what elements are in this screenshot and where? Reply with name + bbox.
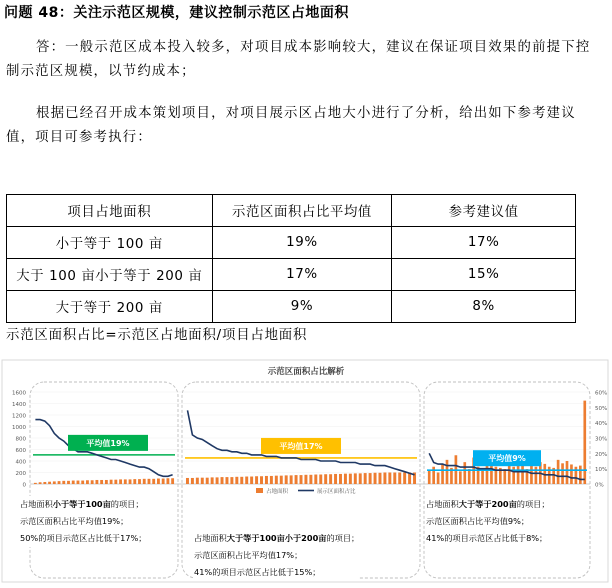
group-box: [424, 382, 590, 578]
area-bar: [34, 483, 37, 484]
area-bar: [295, 475, 298, 484]
area-bar: [378, 473, 381, 484]
area-bar: [260, 476, 263, 484]
y-left-tick-label: 1200: [12, 413, 26, 420]
area-bar: [43, 482, 46, 484]
area-bar: [393, 473, 396, 485]
y-right-tick-label: 10%: [595, 467, 608, 474]
area-bar: [221, 477, 224, 484]
area-bar: [86, 480, 89, 484]
area-bar: [152, 479, 155, 484]
area-bar: [171, 478, 174, 484]
area-bar: [354, 473, 357, 484]
area-bar: [105, 480, 108, 484]
area-bar: [463, 462, 466, 484]
table-cell: 9%: [212, 291, 392, 323]
area-bar: [216, 477, 219, 484]
y-left-tick-label: 800: [15, 436, 26, 443]
header-cell: 示范区面积占比平均值: [212, 195, 392, 227]
area-bar: [329, 474, 332, 484]
area-bar: [383, 473, 386, 485]
area-bar: [441, 464, 444, 484]
area-bar: [81, 481, 84, 484]
area-bar: [349, 474, 352, 484]
header-cell: 项目占地面积: [7, 195, 213, 227]
area-bar: [468, 469, 471, 484]
area-bar: [53, 481, 56, 484]
area-bar: [191, 478, 194, 484]
legend-label-area: 占地面积: [266, 489, 289, 495]
group2-note: 占地面积大于等于100亩小于200亩的项目； 示范区面积占比平均值17%； 41%的项目示范区占比低于15%；: [194, 530, 359, 581]
area-bar: [521, 466, 524, 484]
area-bar: [566, 461, 569, 484]
area-bar: [583, 401, 586, 484]
area-bar: [512, 467, 515, 484]
area-bar: [245, 477, 248, 484]
table-cell: 19%: [212, 227, 392, 259]
area-bar: [579, 466, 582, 484]
table-cell: 小于等于 100 亩: [7, 227, 213, 259]
y-left-tick-label: 0: [22, 482, 26, 489]
average-badge-label: 平均值19%: [86, 438, 130, 448]
area-bar: [280, 476, 283, 484]
area-bar: [67, 481, 70, 484]
group-box: [30, 382, 178, 578]
area-bar: [211, 477, 214, 484]
area-bar: [290, 475, 293, 484]
area-bar: [157, 479, 160, 484]
area-bar: [364, 473, 367, 484]
area-bar: [459, 471, 462, 484]
area-bar: [324, 474, 327, 484]
area-bar: [570, 464, 573, 484]
area-bar: [446, 460, 449, 484]
area-bar: [304, 475, 307, 484]
area-bar: [230, 477, 233, 484]
table-cell: 17%: [212, 259, 392, 291]
area-bar: [369, 473, 372, 484]
ratio-formula: 示范区面积占比=示范区占地面积/项目占地面积: [6, 328, 308, 343]
y-right-tick-label: 50%: [595, 405, 608, 412]
area-bar: [91, 480, 94, 484]
y-left-tick-label: 1600: [12, 390, 26, 397]
table-header-row: [7, 195, 576, 227]
area-bar: [48, 482, 51, 484]
area-bar: [235, 477, 238, 484]
area-bar: [503, 469, 506, 484]
y-right-tick-label: 30%: [595, 436, 608, 443]
area-bar: [206, 478, 209, 484]
area-bar: [481, 470, 484, 484]
area-bar: [275, 476, 278, 484]
area-bar: [72, 481, 75, 484]
area-bar: [300, 475, 303, 484]
y-right-tick-label: 40%: [595, 421, 608, 428]
area-bar: [437, 473, 440, 485]
area-bar: [240, 477, 243, 484]
area-bar: [124, 479, 127, 484]
area-bar: [359, 473, 362, 484]
area-bar: [62, 481, 65, 484]
area-bar: [133, 479, 136, 484]
header-cell: 参考建议值: [392, 195, 576, 227]
y-left-tick-label: 1400: [12, 402, 26, 408]
answer-paragraph: 答：一般示范区成本投入较多，对项目成本影响较大，建议在保证项目效果的前提下控制示范区规模，以节约成本；: [6, 40, 591, 79]
area-bar: [575, 467, 578, 484]
area-bar: [119, 479, 122, 484]
area-bar: [166, 478, 169, 484]
table-row: [7, 227, 576, 259]
area-bar: [285, 475, 288, 484]
reference-table: [6, 194, 576, 323]
area-bar: [186, 478, 189, 484]
area-bar: [432, 467, 435, 484]
area-bar: [196, 478, 199, 484]
question-heading: 问题 48：关注示范区规模，建议控制示范区占地面积: [4, 5, 349, 21]
analysis-paragraph: 根据已经召开成本策划项目，对项目展示区占地大小进行了分析，给出如下参考建议值，项目可参考执行：: [6, 106, 576, 145]
table-cell: 大于 100 亩小于等于 200 亩: [7, 259, 213, 291]
area-bar: [110, 480, 113, 484]
area-bar: [39, 482, 42, 484]
area-bar: [403, 473, 406, 485]
area-bar: [428, 470, 431, 484]
area-bar: [129, 479, 132, 484]
table-row: [7, 259, 576, 291]
group3-note: 占地面积大于等于200亩的项目； 示范区面积占比平均值9%； 41%的项目示范区占比低于8%；: [426, 496, 550, 547]
area-bar: [114, 480, 117, 484]
area-bar: [561, 463, 564, 484]
area-bar: [255, 476, 258, 484]
area-bar: [334, 474, 337, 484]
y-right-tick-label: 60%: [595, 390, 608, 397]
area-bar: [490, 464, 493, 484]
area-bar: [535, 467, 538, 484]
area-bar: [557, 460, 560, 484]
y-left-tick-label: 400: [15, 459, 26, 466]
area-bar: [309, 475, 312, 484]
table-cell: 17%: [392, 227, 576, 259]
area-bar: [148, 479, 151, 484]
y-left-tick-label: 600: [15, 448, 26, 454]
area-bar: [270, 476, 273, 484]
area-bar: [319, 475, 322, 484]
area-bar: [100, 480, 103, 484]
average-badge-label: 平均值9%: [488, 454, 526, 464]
legend-label-ratio: 展示区面积占比: [317, 489, 356, 495]
area-bar: [225, 477, 228, 484]
area-bar: [250, 477, 253, 484]
area-bar: [138, 479, 141, 484]
area-bar: [517, 464, 520, 484]
chart-title: 示范区面积占比解析: [267, 367, 345, 377]
y-left-tick-label: 1000: [12, 425, 26, 431]
area-bar: [265, 476, 268, 484]
area-bar: [339, 474, 342, 484]
y-left-tick-label: 200: [15, 471, 26, 477]
area-bar: [388, 473, 391, 485]
area-bar: [143, 479, 146, 484]
table-cell: 8%: [392, 291, 576, 323]
table-cell: 15%: [392, 259, 576, 291]
area-bar: [344, 474, 347, 484]
y-right-tick-label: 0%: [595, 482, 604, 489]
table-cell: 大于等于 200 亩: [7, 291, 213, 323]
ratio-chart: [0, 356, 612, 584]
area-bar: [58, 481, 61, 484]
area-bar: [201, 478, 204, 484]
area-bar: [314, 475, 317, 484]
table-row: [7, 291, 576, 323]
area-bar: [95, 480, 98, 484]
area-bar: [77, 481, 80, 484]
average-badge-label: 平均值17%: [279, 441, 323, 451]
y-right-tick-label: 20%: [595, 451, 608, 458]
group1-note: 占地面积小于等于100亩的项目； 示范区面积占比平均值19%； 50%的项目示范区占比低于17%；: [20, 496, 146, 547]
area-bar: [398, 473, 401, 485]
area-bar: [162, 479, 165, 484]
area-bar: [374, 473, 377, 484]
legend-swatch-area: [256, 488, 263, 493]
